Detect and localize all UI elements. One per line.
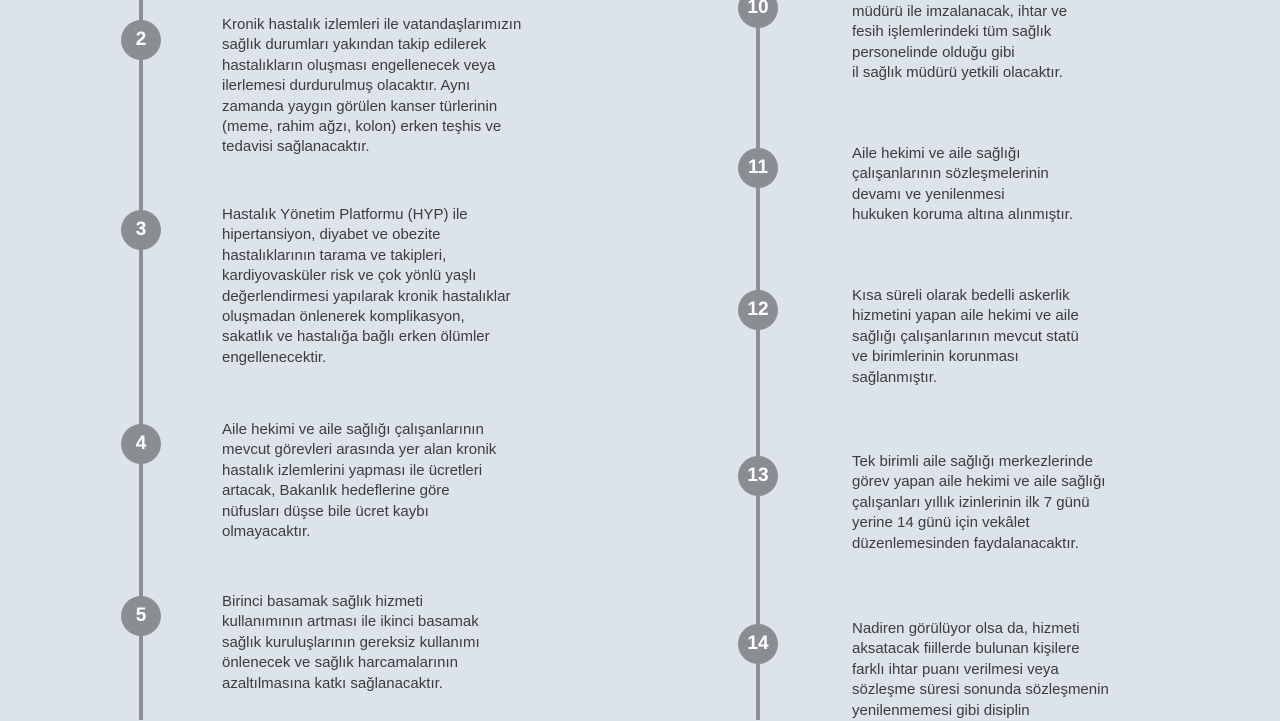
step-badge-4: 4 [121, 424, 161, 464]
step-text-11: Aile hekimi ve aile sağlığı çalışanlarının sözleşmelerinin devamı ve yenilenmesi hukuken koruma altına alınmıştır. [852, 145, 1073, 224]
step-text-12: Kısa süreli olarak bedelli askerlik hizmetini yapan aile hekimi ve aile sağlığı çalışanlarının mevcut statü ve birimlerinin korunması sağlanmıştır. [852, 287, 1079, 386]
step-text-4: Aile hekimi ve aile sağlığı çalışanlarının mevcut görevleri arasında yer alan kronik hastalık izlemlerini yapması ile ücretleri artacak, Bakanlık hedeflerine göre nüfusları düşse bile ücret kaybı olmayacaktır. [222, 421, 497, 541]
step-text-10: müdürü ile imzalanacak, ihtar ve fesih işlemlerindeki tüm sağlık personelinde olduğu gibi il sağlık müdürü yetkili olacaktır. [852, 3, 1068, 82]
step-text-14: Nadiren görülüyor olsa da, hizmeti aksatacak fiillerde bulunan kişilere farklı ihtar puanı verilmesi veya sözleşme süresi sonunda sözleşmenin yenilenmemesi gibi disiplin [852, 620, 1109, 719]
step-badge-3: 3 [121, 210, 161, 250]
step-text-3: Hastalık Yönetim Platformu (HYP) ile hipertansiyon, diyabet ve obezite hastalıklarının tarama ve takipleri, kardiyovasküler risk ve çok yönlü yaşlı değerlendirmesi yapılarak kronik hastalıklar oluşmadan önlenerek komplikasyon, sakatlık ve hastalığa bağlı erken ölümler engellenecektir. [222, 206, 511, 366]
step-badge-13: 13 [738, 456, 778, 496]
step-badge-5: 5 [121, 596, 161, 636]
step-badge-14: 14 [738, 624, 778, 664]
step-badge-10: 10 [738, 0, 778, 28]
timeline-line-right [756, 0, 760, 720]
step-text-13: Tek birimli aile sağlığı merkezlerinde görev yapan aile hekimi ve aile sağlığı çalışanları yıllık izinlerinin ilk 7 günü yerine 14 günü için vekâlet düzenlemesinden faydalanacaktır. [852, 453, 1106, 552]
step-badge-12: 12 [738, 290, 778, 330]
step-badge-2: 2 [121, 20, 161, 60]
step-text-2: Kronik hastalık izlemleri ile vatandaşlarımızın sağlık durumları yakından takip edilerek hastalıkların oluşması engellenecek veya ilerlemesi durdurulmuş olacaktır. Aynı zamanda yaygın görülen kanser türlerinin (meme, rahim ağzı, kolon) erken teşhis ve tedavisi sağlanacaktır. [222, 16, 522, 156]
step-badge-11: 11 [738, 148, 778, 188]
step-text-5: Birinci basamak sağlık hizmeti kullanımının artması ile ikinci basamak sağlık kuruluşlarının gereksiz kullanımı önlenecek ve sağlık harcamalarının azaltılmasına katkı sağlanacaktır. [222, 593, 480, 692]
